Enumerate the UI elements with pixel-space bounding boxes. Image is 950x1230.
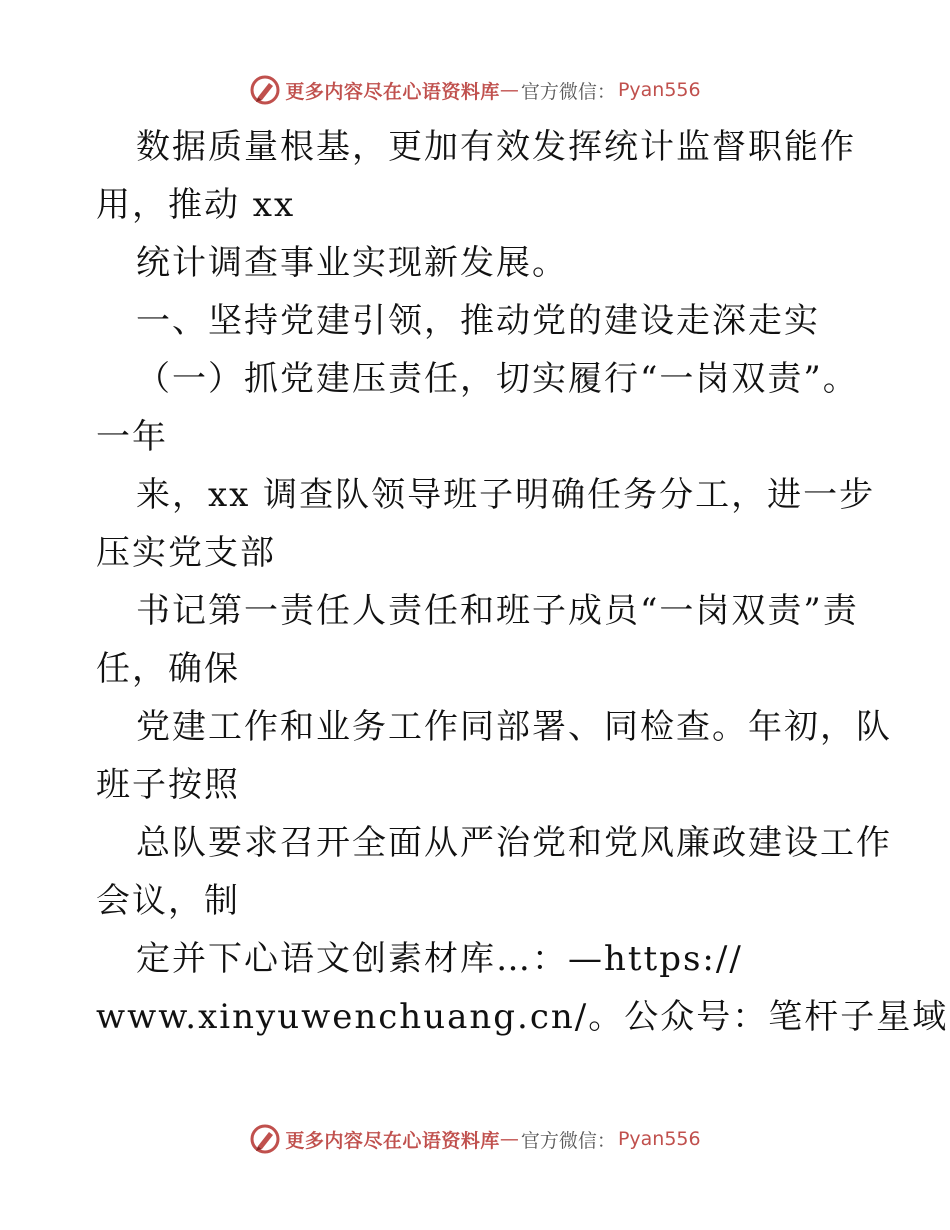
text-line: 来，xx 调查队领导班子明确任务分工，进一步: [136, 475, 876, 515]
text-line: 党建工作和业务工作同部署、同检查。年初，队: [136, 707, 892, 747]
text-line: 定并下心语文创素材库…：—https://: [136, 939, 743, 979]
watermark-main-text: 更多内容尽在心语资料库: [285, 1129, 500, 1152]
watermark-id: Pyan556: [617, 1128, 701, 1150]
text-line: 班子按照: [96, 765, 240, 805]
text-line: 压实党支部: [96, 533, 276, 573]
watermark-main-text: 更多内容尽在心语资料库: [285, 80, 500, 103]
section-heading: 一、坚持党建引领，推动党的建设走深走实: [136, 301, 820, 341]
document-body: [96, 118, 949, 1046]
text-line: 用，推动 xx: [96, 185, 296, 225]
watermark-label: 官方微信：: [520, 80, 616, 103]
text-line: 任，确保: [96, 649, 240, 689]
watermark-header: [0, 70, 950, 110]
text-line: 统计调查事业实现新发展。: [136, 243, 568, 283]
text-line: 数据质量根基，更加有效发挥统计监督职能作: [136, 127, 856, 167]
watermark-label: 官方微信：: [520, 1129, 616, 1152]
text-line: www.xinyuwenchuang.cn/。公众号：笔杆子星域: [96, 997, 949, 1037]
text-line: 一年: [96, 417, 168, 457]
text-line: 总队要求召开全面从严治党和党风廉政建设工作: [136, 823, 892, 863]
text-line: 书记第一责任人责任和班子成员“一岗双责”责: [136, 591, 859, 631]
text-line: 会议，制: [96, 881, 240, 921]
watermark-separator: —: [499, 1128, 519, 1150]
subsection-heading: （一）抓党建压责任，切实履行“一岗双责”。: [136, 359, 859, 399]
pen-logo-icon: [249, 74, 281, 106]
watermark-separator: —: [499, 79, 519, 101]
watermark-footer: [0, 1119, 950, 1159]
watermark-id: Pyan556: [617, 79, 701, 101]
pen-logo-icon: [249, 1123, 281, 1155]
